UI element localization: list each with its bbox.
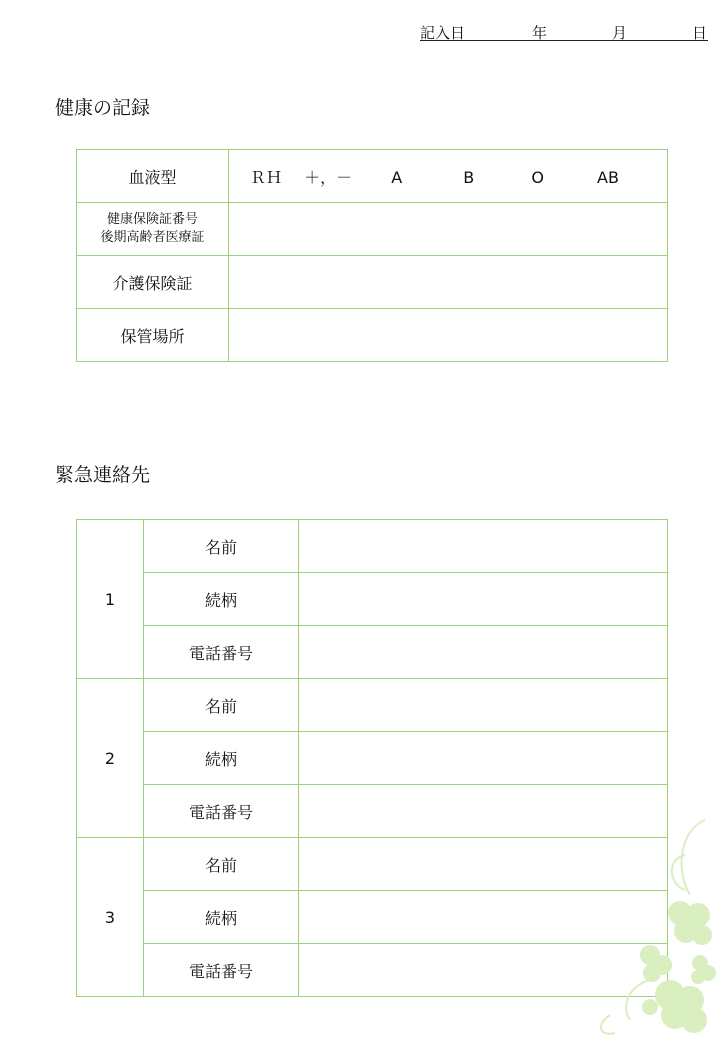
blood-option-a: A bbox=[391, 167, 403, 187]
contact-3-relation-row bbox=[77, 891, 668, 944]
contact-3-number: 3 bbox=[77, 838, 144, 997]
day-label: 日 bbox=[692, 24, 708, 42]
blood-type-options[interactable] bbox=[229, 150, 668, 203]
insurance-label-line2: 後期高齢者医療証 bbox=[100, 230, 205, 245]
contact-1-relation-row bbox=[77, 573, 668, 626]
insurance-label-line1: 健康保険証番号 bbox=[106, 212, 198, 227]
clover-decoration-icon bbox=[590, 815, 720, 1040]
contact-2-phone-row bbox=[77, 785, 668, 838]
health-record-table bbox=[76, 149, 668, 362]
contact-2-name-label: 名前 bbox=[144, 679, 299, 732]
insurance-row bbox=[77, 203, 668, 256]
contact-3-name-row bbox=[77, 838, 668, 891]
year-label: 年 bbox=[532, 24, 548, 42]
contact-1-name-label: 名前 bbox=[144, 520, 299, 573]
care-insurance-row bbox=[77, 256, 668, 309]
storage-field[interactable] bbox=[229, 309, 668, 362]
blood-option-o: O bbox=[531, 167, 544, 187]
blood-option-sign: ＋，－ bbox=[304, 167, 353, 187]
entry-date-label: 記入日 bbox=[420, 24, 466, 42]
contact-2-relation-row bbox=[77, 732, 668, 785]
emergency-contact-table bbox=[76, 519, 668, 997]
entry-date-line bbox=[420, 22, 708, 41]
blood-type-row bbox=[77, 150, 668, 203]
contact-1-relation-label: 続柄 bbox=[144, 573, 299, 626]
insurance-number-field[interactable] bbox=[229, 203, 668, 256]
blood-option-b: B bbox=[463, 167, 475, 187]
contact-2-name-field[interactable] bbox=[299, 679, 668, 732]
contact-3-name-label: 名前 bbox=[144, 838, 299, 891]
month-label: 月 bbox=[612, 24, 628, 42]
contact-1-relation-field[interactable] bbox=[299, 573, 668, 626]
blood-option-ab: AB bbox=[597, 167, 619, 187]
contact-3-relation-label: 続柄 bbox=[144, 891, 299, 944]
contact-2-name-row bbox=[77, 679, 668, 732]
blood-option-rh: ＲＨ bbox=[250, 167, 283, 187]
contact-2-number: 2 bbox=[77, 679, 144, 838]
care-insurance-label: 介護保険証 bbox=[77, 256, 229, 309]
contact-2-relation-label: 続柄 bbox=[144, 732, 299, 785]
emergency-contact-heading: 緊急連絡先 bbox=[55, 464, 151, 486]
care-insurance-field[interactable] bbox=[229, 256, 668, 309]
contact-1-name-field[interactable] bbox=[299, 520, 668, 573]
contact-1-number: 1 bbox=[77, 520, 144, 679]
blood-type-label: 血液型 bbox=[77, 150, 229, 203]
insurance-label bbox=[77, 203, 229, 256]
contact-1-phone-row bbox=[77, 626, 668, 679]
contact-2-phone-label: 電話番号 bbox=[144, 785, 299, 838]
health-record-heading: 健康の記録 bbox=[55, 97, 151, 119]
contact-3-phone-label: 電話番号 bbox=[144, 944, 299, 997]
contact-3-phone-row bbox=[77, 944, 668, 997]
storage-row bbox=[77, 309, 668, 362]
contact-1-name-row bbox=[77, 520, 668, 573]
contact-2-relation-field[interactable] bbox=[299, 732, 668, 785]
contact-1-phone-label: 電話番号 bbox=[144, 626, 299, 679]
storage-label: 保管場所 bbox=[77, 309, 229, 362]
contact-1-phone-field[interactable] bbox=[299, 626, 668, 679]
